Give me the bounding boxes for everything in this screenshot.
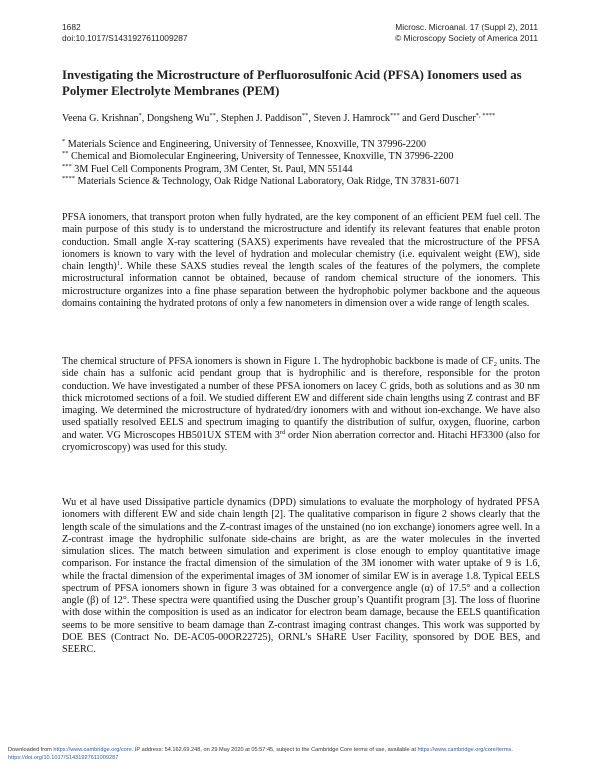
doi: doi:10.1017/S1431927611009287	[62, 32, 188, 43]
citation-superscript: 1	[116, 260, 121, 267]
footer-line	[8, 747, 598, 755]
affiliation-text: Materials Science and Engineering, University of Tennessee, Knoxville, TN 37996-2200	[65, 139, 427, 150]
paragraph-text: . While these SAXS studies reveal the length scales of the features of the polymers, the complete microstructural information cannot be obtained, because of random chemical structure of the ionomers. This microstructure organizes into a fine phase separation between the hydrophobic polymer backbone and the aqueous domains containing the hydrated protons of only a few nanometers in dimension over a wide range of length scales.	[62, 261, 540, 309]
affiliation	[62, 164, 540, 176]
author-separator: ,	[141, 113, 147, 124]
author-separator: ,	[308, 113, 314, 124]
header-left	[62, 22, 188, 43]
author-name: Stephen J. Paddison	[220, 113, 302, 124]
author-name: Steven J. Hamrock	[313, 113, 390, 124]
footer-text: .	[511, 747, 513, 753]
author-mark: **	[301, 112, 309, 119]
subscript: 2	[493, 361, 497, 368]
paragraph-text: order Nion aberration corrector and. Hitachi HF3300 (also for cryomicroscopy) was used for this study.	[62, 429, 540, 453]
author-list	[62, 113, 540, 125]
affiliation-text: 3M Fuel Cell Components Program, 3M Center, St. Paul, MN 55144	[71, 163, 353, 175]
paragraph-text: PFSA ionomers, that transport proton when fully hydrated, are the key component of an efficient PEM fuel cell. The main purpose of this study is to understand the microstructure and identify its relevant features that enable proton conduction. Small angle X-ray scattering (SAXS) experiments have revealed that the microstructure of the PFSA ionomers is known to vary with the level of hydration and molecular chemistry (i.e. equivalent weight (EW), side chain length)	[62, 212, 540, 272]
author-name: Dongsheng Wu	[146, 113, 210, 124]
author-mark: *	[138, 112, 142, 119]
page-number: 1682	[62, 22, 81, 32]
affiliation-mark: *	[62, 138, 66, 145]
affiliation-list	[62, 139, 540, 188]
paragraph-text: units. The side chain has a sulfonic acid pendant group that is hydrophilic and is therefore, responsible for the proton conduction. We have investigated a number of these PFSA ionomers on lacey C grids, both as solutions and as 30 nm thick microtomed sections of a foil. We studied different EW and different side chain lengths using Z contrast and BF imaging. We determined the microstructure of hydrated/dry ionomers with and without ion-exchange. We have also used spatially resolved EELS and spectrum imaging to quantify the distribution of sulfur, oxygen, fluorine, carbon and water. VG Microscopes HB501UX STEM with 3	[62, 356, 540, 441]
copyright: © Microscopy Society of America 2011	[395, 32, 538, 43]
author-separator: ,	[215, 113, 221, 124]
author-name: Veena G. Krishnan	[62, 113, 139, 124]
affiliation	[62, 151, 540, 163]
paragraph-methods	[62, 356, 540, 454]
affiliation-text: Chemical and Biomolecular Engineering, University of Tennessee, Knoxville, TN 37996-2200	[68, 151, 454, 163]
affiliation-mark: ***	[62, 162, 72, 170]
author-mark: **	[209, 112, 216, 119]
author-name: Gerd Duscher	[419, 113, 476, 124]
affiliation-text: Materials Science & Technology, Oak Ridge National Laboratory, Oak Ridge, TN 37831-6071	[75, 175, 460, 187]
paragraph-results: Wu et al have used Dissipative particle dynamics (DPD) simulations to evaluate the morphology of hydrated PFSA ionomers with different EW and side chain length [2]. The qualitative comparison in figure 2 shows clearly that the length scale of the simulations and the Z-contrast images of the unstained (no ion exchange) ionomers agree well. In a Z-contrast image the hydrophilic sulfonate side-chains are bright, as are the water molecules in the inverted simulation slices. The match between simulation and experiment is close enough to employ quantitative image comparison. For instance the fractal dimension of the simulation of the 3M ionomer with water uptake of 9 is 1.6, while the fractal dimension of the experimental images of 3M ionomer of similar EW is in average 1.8. Typical EELS spectrum of PFSA ionomers shown in figure 3 was obtained for a convergence angle (α) of 17.5° and a collection angle (β) of 12°. These spectra were quantified using the Duscher group’s Quantifit program [3]. The loss of fluorine with dose within the composition is used as an indicator for electron beam damage, because the EELS quantification seems to be more sensitive to beam damage than Z-contrast imaging contrast changes. This work was supported by DOE BES (Contract No. DE-AC05-00OR22725), ORNL’s SHaRE User Facility, sponsored by DOE BES, and SEERC.	[62, 497, 540, 655]
author-mark: ***	[389, 112, 400, 119]
superscript: rd	[279, 428, 286, 436]
affiliation	[62, 139, 540, 151]
download-footer	[8, 747, 598, 762]
journal-citation: Microsc. Microanal. 17 (Suppl 2), 2011	[395, 22, 538, 32]
footer-line	[8, 755, 598, 763]
terms-link[interactable]: https://www.cambridge.org/core/terms	[417, 747, 512, 753]
doi-link[interactable]: https://doi.org/10.1017/S1431927611009287	[8, 754, 119, 761]
core-link[interactable]: https://www.cambridge.org/core	[53, 747, 132, 753]
author-mark: *, ****	[475, 112, 496, 119]
affiliation-mark: **	[62, 150, 69, 158]
paragraph-text: The chemical structure of PFSA ionomers is shown in Figure 1. The hydrophobic backbone is made of CF	[62, 356, 494, 367]
affiliation-mark: ****	[62, 174, 75, 182]
author-separator: and	[399, 113, 420, 124]
footer-text: . IP address: 54.162.69.248, on 29 May 2020 at 05:57:45, subject to the Cambridge Core terms of use, available at	[131, 747, 418, 753]
paper-title: Investigating the Microstructure of Perfluorosulfonic Acid (PFSA) Ionomers used as Polymer Electrolyte Membranes (PEM)	[62, 68, 522, 98]
footer-text: Downloaded from	[8, 747, 54, 753]
paragraph-introduction	[62, 212, 540, 310]
affiliation	[62, 176, 540, 188]
header-right	[395, 22, 538, 43]
